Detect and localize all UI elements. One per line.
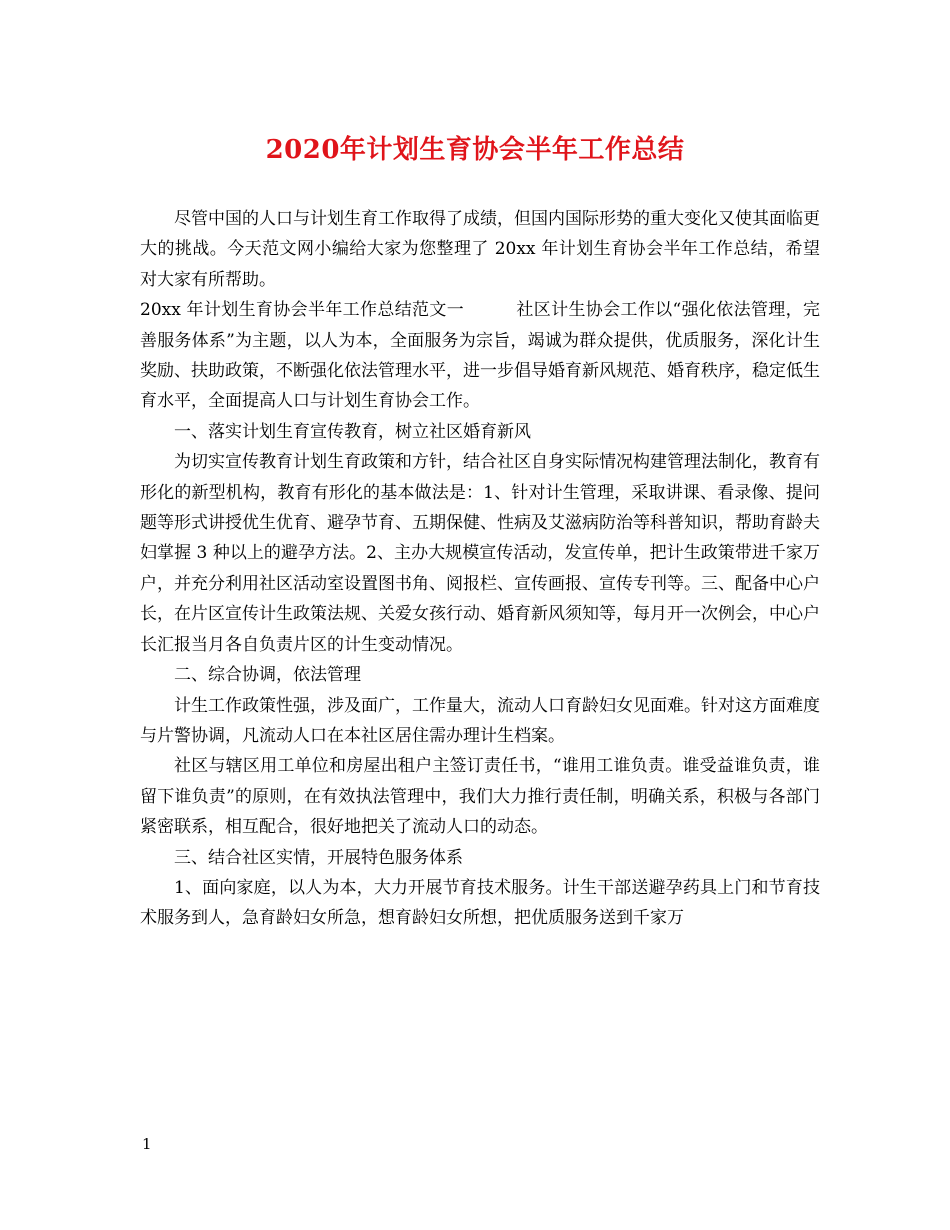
- paragraph-section-three: 1、面向家庭，以人为本，大力开展节育技术服务。计生干部送避孕药具上门和节育技术服务到人，急育龄妇女所急，想育龄妇女所想，把优质服务送到千家万: [140, 877, 820, 929]
- paragraph-intro: 尽管中国的人口与计划生育工作取得了成绩，但国内国际形势的重大变化又使其面临更大的挑战。今天范文网小编给大家为您整理了 20xx 年计划生育协会半年工作总结，希望对大家有所帮助。: [140, 209, 820, 290]
- paragraph-sample-one: [140, 295, 820, 417]
- sample-heading: 20xx 年计划生育协会半年工作总结范文一: [140, 300, 465, 321]
- sample-text: 社区计生协会工作以“强化依法管理，完善服务体系”为主题，以人为本，全面服务为宗旨，竭诚为群众提供，优质服务，深化计生奖励、扶助政策，不断强化依法管理水平，进一步倡导婚育新风规范、婚育秩序，稳定低生育水平，全面提高人口与计划生育协会工作。: [140, 300, 820, 412]
- section-heading-one: 一、落实计划生育宣传教育，树立社区婚育新风: [174, 421, 531, 442]
- section-heading-three: 三、结合社区实情，开展特色服务体系: [174, 847, 463, 868]
- document-body: [140, 204, 820, 934]
- section-heading-two: 二、综合协调，依法管理: [174, 665, 361, 686]
- paragraph-section-two-a: 计生工作政策性强，涉及面广，工作量大，流动人口育龄妇女见面难。针对这方面难度与片警协调，凡流动人口在本社区居住需办理计生档案。: [140, 695, 820, 746]
- paragraph-section-two-b: 社区与辖区用工单位和房屋出租户主签订责任书，“谁用工谁负责。谁受益谁负责，谁留下谁负责”的原则，在有效执法管理中，我们大力推行责任制，明确关系，积极与各部门紧密联系，相互配合，很好地把关了流动人口的动态。: [140, 756, 820, 838]
- document-title: 2020年计划生育协会半年工作总结: [265, 135, 685, 165]
- paragraph-section-one: 为切实宣传教育计划生育政策和方针，结合社区自身实际情况构建管理法制化，教育有形化的新型机构，教育有形化的基本做法是：1、针对计生管理，采取讲课、看录像、提问题等形式讲授优生优育、避孕节育、五期保健、性病及艾滋病防治等科普知识，帮助育龄夫妇掌握 3 种以上的避孕方法。2、主办大规模宣传活动，发宣传单，把计生政策带进千家万户，并充分利用社区活动室设置图书角、阅报栏、宣传画报、宣传专刊等。三、配备中心户长，在片区宣传计生政策法规、关爱女孩行动、婚育新风须知等，每月开一次例会，中心户长汇报当月各自负责片区的计生变动情况。: [140, 452, 820, 655]
- page-number: 1: [142, 1135, 152, 1153]
